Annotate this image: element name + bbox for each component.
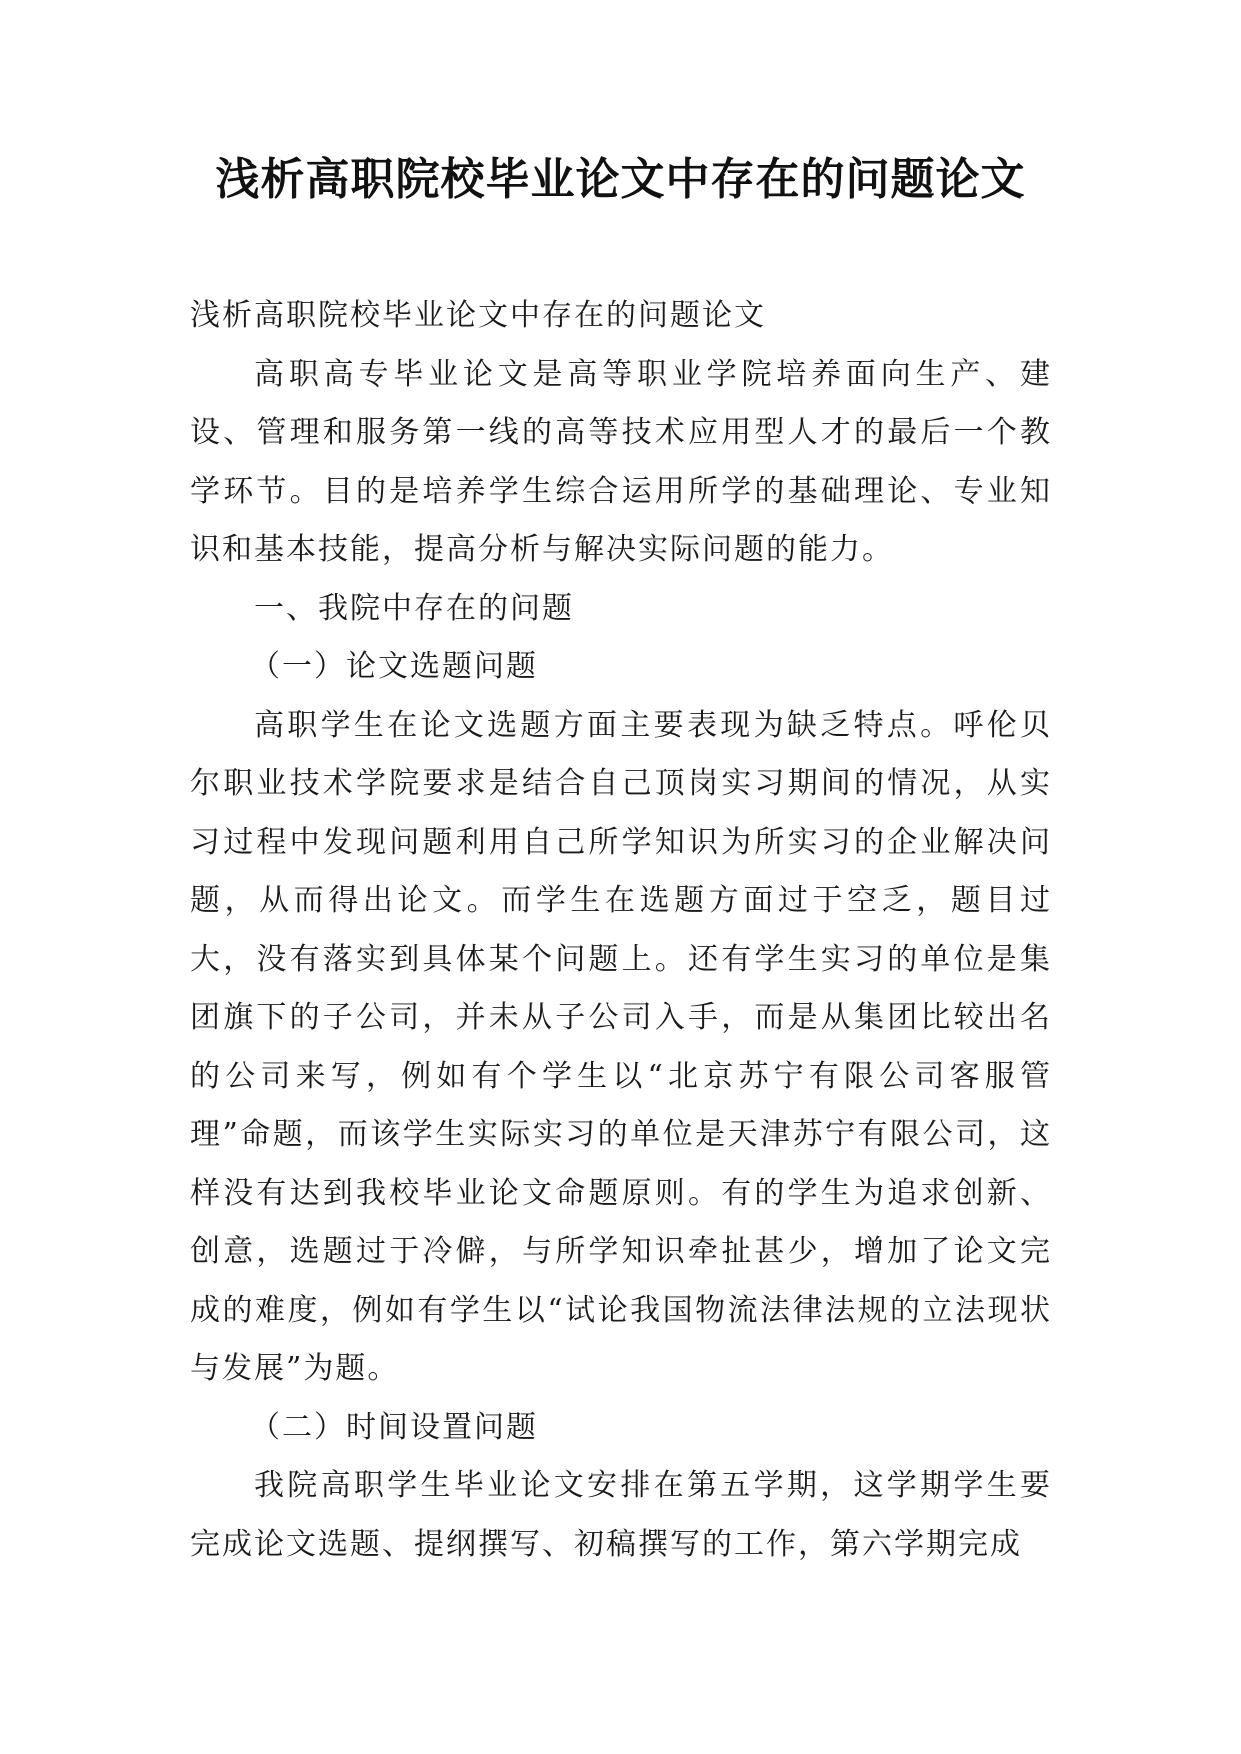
intro-paragraph: 高职高专毕业论文是高等职业学院培养面向生产、建设、管理和服务第一线的高等技术应用型人才的最后一个教学环节。目的是培养学生综合运用所学的基础理论、专业知识和基本技能，提高分析与解决实际问题的能力。 — [190, 356, 1052, 567]
body-paragraph: 高职学生在论文选题方面主要表现为缺乏特点。呼伦贝尔职业技术学院要求是结合自己顶岗实习期间的情况，从实习过程中发现问题利用自己所学知识为所实习的企业解决问题，从而得出论文。而学生在选题方面过于空乏，题目过大，没有落实到具体某个问题上。还有学生实习的单位是集团旗下的子公司，并未从子公司入手，而是从集团比较出名的公司来写，例如有个学生以“北京苏宁有限公司客服管理”命题，而该学生实际实习的单位是天津苏宁有限公司，这样没有达到我校毕业论文命题原则。有的学生为追求创新、创意，选题过于冷僻，与所学知识牵扯甚少，增加了论文完成的难度，例如有学生以“试论我国物流法律法规的立法现状与发展”为题。 — [190, 707, 1052, 1386]
subsection-heading: （一）论文选题问题 — [250, 649, 538, 684]
document-title: 浅析高职院校毕业论文中存在的问题论文 — [215, 154, 1026, 205]
subtitle-line: 浅析高职院校毕业论文中存在的问题论文 — [190, 298, 766, 333]
body-paragraph: 我院高职学生毕业论文安排在第五学期，这学期学生要完成论文选题、提纲撰写、初稿撰写的工作，第六学期完成 — [190, 1468, 1052, 1562]
subsection-heading: （二）时间设置问题 — [250, 1409, 538, 1445]
document-body — [190, 287, 1052, 1574]
section-heading: 一、我院中存在的问题 — [254, 590, 574, 626]
